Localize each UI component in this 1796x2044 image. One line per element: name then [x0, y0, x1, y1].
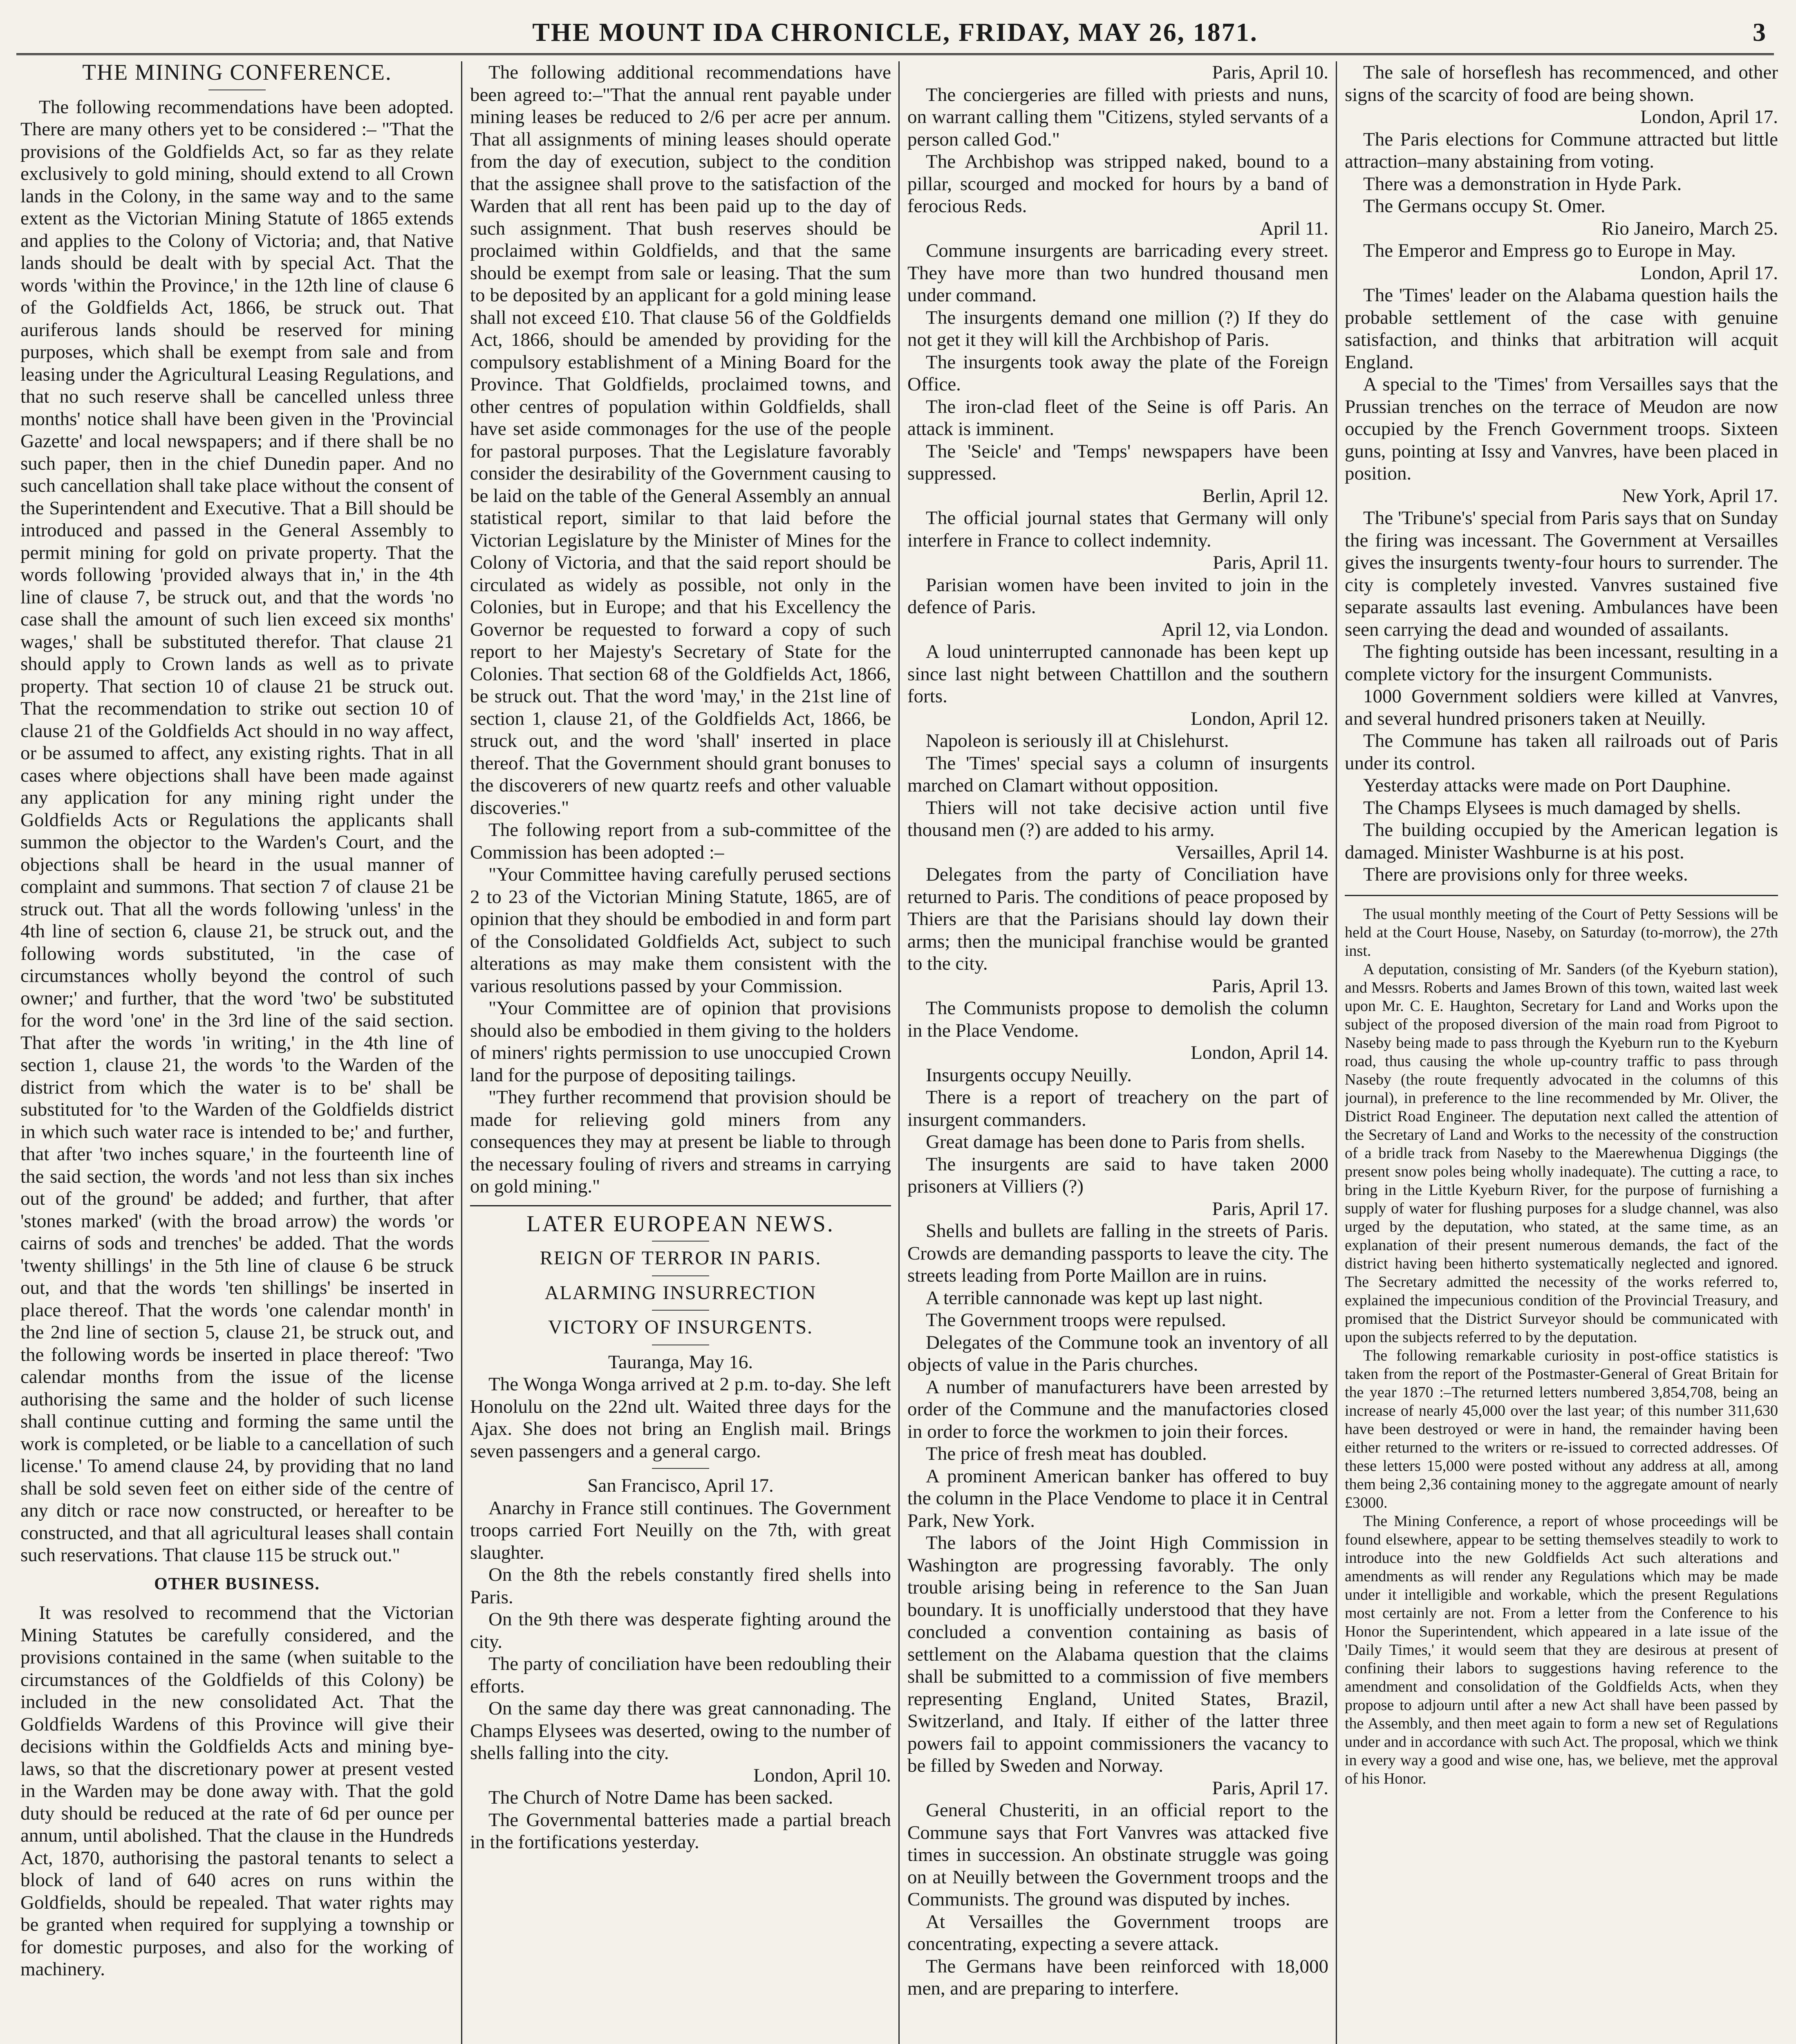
news-paragraph: A loud uninterrupted cannonade has been kept up since last night between Chattillon and the southern forts. — [907, 641, 1328, 707]
column-3 — [907, 61, 1328, 2044]
news-paragraph: The 'Tribune's' special from Paris says that on Sunday the firing was incessant. The Government at Versailles gives the insurgents twenty-four hours to surrender. The city is completely invested. Vanvres sustained five separate assaults last evening. Ambulances have been seen carrying the dead and wounded of assailants. — [1345, 507, 1778, 640]
news-paragraph: Delegates from the party of Conciliation have returned to Paris. The conditions of peace proposed by Thiers are that the Parisians should lay down their arms; then the municipal franchise would be granted to the city. — [907, 864, 1328, 974]
news-paragraph: The insurgents demand one million (?) If they do not get it they will kill the Archbishop of Paris. — [907, 307, 1328, 350]
news-paragraph: Anarchy in France still continues. The Government troops carried Fort Neuilly on the 7th, with great slaughter. — [470, 1497, 891, 1563]
article-paragraph: The following additional recommendations have been agreed to:–"That the annual rent payable under mining leases be reduced to 2/6 per acre per annum. That all assignments of mining leases should operate from the day of execution, subject to the condition that the assignee shall prove to the satisfaction of the Warden that all rent has been paid up to the day of such assignment. That bush reserves should be proclaimed within Goldfields, and that the same should be exempt from sale or leasing. That the sum to be deposited by an applicant for a gold mining lease shall not exceed £10. That clause 56 of the Goldfields Act, 1866, should be amended by providing for the compulsory establishment of a Mining Board for the Province. That Goldfields, proclaimed towns, and other centres of population within Goldfields, shall have set aside commonages for the use of the people for pastoral purposes. That the Legislature favorably consider the desirability of the Government causing to be laid on the table of the General Assembly an annual statistical report, similar to that laid before the Victorian Legislature by the Minister of Mines for the Colony of Victoria, and that the said report should be circulated as widely as possible, not only in the Colonies, but in Europe; and that his Excellency the Governor be requested to forward a copy of such report to her Majesty's Secretary of State for the Colonies. That section 68 of the Goldfields Act, 1866, be struck out. That the word 'may,' in the 21st line of section 1, clause 21, of the Goldfields Act, 1866, be struck out, and the word 'shall' inserted in place thereof. That the Government should grant bonuses to the discoverers of new quartz reefs and other valuable discoveries." — [470, 62, 891, 818]
news-dateline: London, April 17. — [1640, 106, 1778, 128]
section-divider — [1345, 895, 1778, 896]
article-paragraph: "They further recommend that provision should be made for relieving gold miners from any consequences they may at present be liable to through the necessary fouling of rivers and streams in carrying on gold mining." — [470, 1087, 891, 1197]
news-paragraph: The Archbishop was stripped naked, bound to a pillar, scourged and mocked for hours by a band of ferocious Reds. — [907, 151, 1328, 217]
news-paragraph: The Champs Elysees is much damaged by shells. — [1363, 797, 1741, 818]
news-dateline: London, April 17. — [1640, 262, 1778, 284]
news-paragraph: The 'Times' special says a column of insurgents marched on Clamart without opposition. — [907, 752, 1328, 796]
news-item — [1345, 485, 1778, 886]
news-item — [907, 841, 1328, 975]
news-paragraph: A prominent American banker has offered to buy the column in the Place Vendome to place it in Central Park, New York. — [907, 1465, 1328, 1531]
news-paragraph: There was a demonstration in Hyde Park. — [1363, 173, 1682, 195]
news-dateline: London, April 14. — [1191, 1042, 1328, 1063]
news-item — [1345, 262, 1778, 485]
news-item — [907, 1042, 1328, 1198]
article-paragraph: It was resolved to recommend that the Victorian Mining Statutes be carefully considered, and the provisions contained in the same (when suitable to the circumstances of the Goldfields of this Colony) be included in the new consolidated Act. That the Goldfields Wardens of this Province will give their decisions within the Goldfields Acts and mining bye-laws, so that the discretionary power at present vested in the Warden may be done away with. That the gold duty should be reduced at the rate of 6d per ounce per annum, until abolished. That the clause in the Hundreds Act, 1870, authorising the pastoral tenants to select a block of land of 640 acres on runs within the Goldfields, should be repealed. That water rights may be granted when required for supplying a township or for domestic purposes, and also for the working of machinery. — [20, 1602, 454, 1980]
news-dateline: Paris, April 17. — [1212, 1777, 1328, 1799]
masthead-title: THE MOUNT IDA CHRONICLE, FRIDAY, MAY 26, 1871. — [532, 18, 1258, 47]
news-paragraph: 1000 Government soldiers were killed at Vanvres, and several hundred prisoners taken at Neuilly. — [1345, 686, 1778, 729]
news-item — [907, 551, 1328, 619]
news-paragraph: The insurgents took away the plate of the Foreign Office. — [907, 351, 1328, 395]
news-paragraph: A number of manufacturers have been arrested by order of the Commune and the manufactories closed in order to force the workmen to join their forces. — [907, 1376, 1328, 1442]
news-paragraph: Delegates of the Commune took an inventory of all objects of value in the Paris churches. — [907, 1331, 1328, 1375]
news-paragraph: Parisian women have been invited to join in the defence of Paris. — [907, 574, 1328, 618]
news-paragraph: At Versailles the Government troops are concentrating, expecting a severe attack. — [907, 1911, 1328, 1954]
column-2 — [470, 61, 891, 2044]
news-paragraph: The Germans occupy St. Omer. — [1363, 195, 1606, 217]
news-paragraph: The iron-clad fleet of the Seine is off Paris. An attack is imminent. — [907, 396, 1328, 439]
local-paragraph: The Mining Conference, a report of whose proceedings will be found elsewhere, appear to be setting themselves steadily to work to introduce into the new Goldfields Act such alterations and amendments as will render any Regulations which may be made under it intelligible and workable, which the present Regulations most certainly are not. From a letter from the Conference to his Honor the Superintendent, which appeared in a late issue of the 'Daily Times,' it would seem that they are desirous at present of confining their labors to suggestions having reference to the amendment and consolidation of the Goldfields Acts, when they propose to adjourn until after a new Act shall have been passed by the Assembly, and then meet again to form a new set of Regulations under and in accordance with such Act. The proposal, which we think in every way a good and wise one, has, we believe, met the approval of his Honor. — [1345, 1512, 1778, 1787]
news-paragraph: The Government troops were repulsed. — [926, 1309, 1226, 1331]
news-item — [907, 1198, 1328, 1777]
news-dateline: London, April 10. — [753, 1764, 891, 1786]
news-dateline: Versailles, April 14. — [1176, 841, 1328, 863]
column-rule — [461, 61, 462, 2044]
news-paragraph: The price of fresh meat has doubled. — [926, 1443, 1207, 1464]
news-paragraph: A special to the 'Times' from Versailles says that the Prussian trenches on the terrace of Meudon are now occupied by the French Government troops. Sixteen guns, pointing at Issy and Vanvres, have been placed in position. — [1345, 374, 1778, 484]
european-subheading: VICTORY OF INSURGENTS. — [548, 1316, 813, 1338]
column-rule — [898, 61, 900, 2044]
news-dateline: Paris, April 10. — [1212, 62, 1328, 83]
news-paragraph: On the same day there was great cannonading. The Champs Elysees was deserted, owing to the number of shells falling into the city. — [470, 1698, 891, 1764]
local-paragraph: A deputation, consisting of Mr. Sanders (of the Kyeburn station), and Messrs. Roberts and James Brown of this town, waited last week upon Mr. C. E. Haughton, Secretary for Land and Works upon the subject of the proposed diversion of the main road from Pigroot to Naseby being made to pass through the Kyeburn run to the Kyeburn road, thus causing the whole up-country traffic to pass through Naseby (the route frequently advocated in the columns of this journal), in preference to the line recommended by Mr. Oliver, the District Road Engineer. The deputation next called the attention of the Secretary of Land and Works to the necessity of the construction of a bridle track from Naseby to the Maerewhenua Diggings (the present snow poles being wholly inadequate). The cutting a race, to bring in the Little Kyeburn River, for the purpose of furnishing a supply of water for flushing purposes for a sludge channel, was also urged by the deputation, who stated, at the same time, as an explanation of their present numerous demands, the fact of the district having been hitherto systematically neglected and ignored. The Secretary admitted the necessity of the works referred to, explained the impecunious condition of the Provincial Treasury, and promised that the District Surveyor should be communicated with upon the subjects referred to by the deputation. — [1345, 960, 1778, 1346]
news-paragraph: The insurgents are said to have taken 2000 prisoners at Villiers (?) — [907, 1153, 1328, 1197]
news-item — [1345, 217, 1778, 262]
news-paragraph: On the 9th there was desperate fighting around the city. — [470, 1609, 891, 1652]
news-item — [907, 975, 1328, 1042]
news-dateline: Rio Janeiro, March 25. — [1601, 217, 1778, 239]
article-paragraph: "Your Committee having carefully perused sections 2 to 23 of the Victorian Mining Statute, 1865, are of opinion that they should be embodied in and form part of the Consolidated Goldfields Act, subject to such alterations as may make them consistent with the various resolutions passed by your Commission. — [470, 864, 891, 997]
news-paragraph: The Germans have been reinforced with 18,000 men, and are preparing to interfere. — [907, 1955, 1328, 1999]
heading-rule — [652, 1310, 709, 1311]
news-dateline: Paris, April 17. — [1212, 1198, 1328, 1219]
news-dateline: Paris, April 11. — [1213, 552, 1328, 573]
news-paragraph: The Communists propose to demolish the column in the Place Vendome. — [907, 997, 1328, 1041]
news-dateline: April 12, via London. — [1161, 619, 1328, 640]
news-paragraph: The 'Seicle' and 'Temps' newspapers have been suppressed. — [907, 440, 1328, 484]
news-paragraph: Shells and bullets are falling in the streets of Paris. Crowds are demanding passports to leave the city. The streets leading from Porte Maillon are in ruins. — [907, 1220, 1328, 1286]
news-dateline: New York, April 17. — [1622, 485, 1778, 507]
news-paragraph: The party of conciliation have been redoubling their efforts. — [470, 1653, 891, 1697]
news-dateline: San Francisco, April 17. — [587, 1475, 774, 1496]
news-paragraph: A terrible cannonade was kept up last night. — [926, 1287, 1263, 1309]
heading-rule — [652, 1241, 709, 1242]
local-news — [1345, 905, 1778, 1788]
news-paragraph: The Paris elections for Commune attracted but little attraction–many abstaining from voting. — [1345, 128, 1778, 172]
news-dateline: Paris, April 13. — [1212, 975, 1328, 997]
news-paragraph: The building occupied by the American legation is damaged. Minister Washburne is at his post. — [1345, 819, 1778, 863]
news-paragraph: The 'Times' leader on the Alabama question hails the probable settlement of the case with genuine satisfaction, and thinks that arbitration will acquit England. — [1345, 285, 1778, 373]
european-subheading: ALARMING INSURRECTION — [544, 1282, 817, 1304]
news-paragraph: The conciergeries are filled with priests and nuns, on warrant calling them "Citizens, styled servants of a person called God." — [907, 84, 1328, 150]
european-news-heading: LATER EUROPEAN NEWS. — [470, 1205, 891, 1235]
page-number: 3 — [1753, 18, 1766, 47]
local-paragraph: The usual monthly meeting of the Court of Petty Sessions will be held at the Court House, Naseby, on Saturday (to-morrow), the 27th inst. — [1345, 905, 1778, 959]
news-paragraph: Napoleon is seriously ill at Chislehurst. — [926, 730, 1229, 751]
european-subheading: REIGN OF TERROR IN PARIS. — [540, 1247, 822, 1269]
news-paragraph: The Church of Notre Dame has been sacked. — [488, 1787, 833, 1808]
article-paragraph: The following recommendations have been adopted. There are many others yet to be considered :– "That the provisions of the Goldfields Act, so far as they relate exclusively to gold mining, should extend to all Crown lands in the Colony, in the same way and to the same extent as the Victorian Mining Statute of 1865 extends and applies to the Colony of Victoria; and, that Native lands should be dealt with by special Act. That the words 'within the Province,' in the 12th line of clause 6 of the Goldfields Act, 1866, be struck out. That auriferous lands should be reserved for mining purposes, which shall be exempt from sale and from leasing under the Agricultural Leasing Regulations, and that no such reserve shall be cancelled unless three months' notice shall have been given in the 'Provincial Gazette' and local newspapers; and if there shall be no such paper, then in the chief Dunedin paper. And no such cancellation shall take place without the consent of the Superintendent and Executive. That a Bill should be introduced and passed in the General Assembly to permit mining for gold on private property. That the words following 'provided always that in,' in the 4th line of clause 7, be struck out, and that the words 'no case shall the amount of such lien exceed six months' wages,' shall be substituted therefor. That clause 21 should apply to Crown lands as well as to private property. That section 10 of clause 21 be struck out. That the recommendation to strike out section 10 of clause 21 of the Goldfields Act should in no way affect, or be assumed to affect, any existing rights. That in all cases where objections shall have been made against any application for any mining right under the Goldfields Acts or Regulations the applicants shall summon the objector to the Warden's Court, and the objections shall be heard in the usual manner of complaint and summons. That section 7 of clause 21 be struck out. That all the words following 'unless' in the 4th line of section 6, clause 21, be struck out, and the following words substituted, 'in the case of circumstances wholly beyond the control of such owner;' and further, that the word 'two' be substituted for the word 'one' in the 3rd line of the said section. That after the words 'in writing,' in the 4th line of section 1, clause 21, the words 'to the Warden of the district from which the water is to be' shall be substituted for 'to the Warden of the Goldfields district in which such water race is intended to be;' and further, that after 'two inches square,' in the fourteenth line of the said section, the words 'and not less than six inches out of the ground' be added; and further, that after 'stones marked' (with the broad arrow) the words 'or cairns of sods and trenches' be added. That the words 'twenty shillings' in the 5th line of clause 6 be struck out, and that the words 'ten shillings' be inserted in place thereof. That the words 'one calendar month' in the 2nd line of section 5, clause 21, be struck out, and the following words be inserted in place thereof: 'Two calendar months from the issue of the license authorising the same and the holder of such license shall continue cutting and forming the same until the work is completed, or be liable to a cancellation of such license.' To amend clause 24, by providing that no land shall be sold seven feet on either side of the centre of any ditch or race now constructed, or hereafter to be constructed, and that all agricultural leases shall contain such reservations. That clause 115 be struck out." — [20, 96, 454, 1566]
news-paragraph: On the 8th the rebels constantly fired shells into Paris. — [470, 1564, 891, 1608]
news-paragraph: Yesterday attacks were made on Port Dauphine. — [1363, 775, 1731, 796]
article-paragraph: "Your Committee are of opinion that provisions should also be embodied in them giving to the holders of miners' rights permission to use unoccupied Crown land for the purpose of depositing tailings. — [470, 997, 891, 1086]
column-1 — [20, 61, 454, 2044]
other-business-heading: OTHER BUSINESS. — [154, 1574, 320, 1594]
news-item — [907, 217, 1328, 485]
news-paragraph: Thiers will not take decisive action until five thousand men (?) are added to his army. — [907, 797, 1328, 840]
news-paragraph: The fighting outside has been incessant, resulting in a complete victory for the insurgent Communists. — [1345, 641, 1778, 685]
heading-rule — [652, 1275, 709, 1276]
article-paragraph: The following report from a sub-committee of the Commission has been adopted :– — [470, 819, 891, 863]
news-paragraph: The Wonga Wonga arrived at 2 p.m. to-day. She left Honolulu on the 22nd ult. Waited three days for the Ajax. She does not bring an English mail. Brings seven passengers and a general cargo. — [470, 1374, 891, 1462]
news-paragraph: Commune insurgents are barricading every street. They have more than two hundred thousand men under command. — [907, 240, 1328, 306]
news-paragraph: Great damage has been done to Paris from shells. — [926, 1131, 1305, 1152]
local-paragraph: The following remarkable curiosity in post-office statistics is taken from the report of the Postmaster-General of Great Britain for the year 1870 :–The returned letters numbered 3,854,708, being an increase of nearly 45,000 over the last year; of this number 311,630 have been destroyed or were in hand, the remainder having been either returned to the writers or re-issued to corrected addresses. Of these letters 15,000 were posted without any address at all, among them being 2,36 containing money to the aggregate amount of nearly £3000. — [1345, 1347, 1778, 1511]
news-paragraph: There is a report of treachery on the part of insurgent commanders. — [907, 1087, 1328, 1130]
masthead — [16, 8, 1774, 55]
news-dateline: April 11. — [1260, 217, 1328, 239]
mining-conference-heading: THE MINING CONFERENCE. — [82, 61, 392, 85]
news-paragraph: The labors of the Joint High Commission in Washington are progressing favorably. The only trouble arising being in reference to the San Juan boundary. It is unofficially understood that they have concluded a convention containing as basis of settlement on the Alabama question that the claims shall be submitted to a commission of five members representing England, United States, Brazil, Switzerland, and Italy. If either of the latter three powers fail to appoint commissioners the vacancy to be filled by Sweden and Norway. — [907, 1532, 1328, 1776]
news-dateline: London, April 12. — [1191, 708, 1328, 729]
news-item — [907, 485, 1328, 552]
news-item — [907, 619, 1328, 708]
news-paragraph: The Emperor and Empress go to Europe in May. — [1363, 240, 1736, 261]
news-paragraph: The Governmental batteries made a partial breach in the fortifications yesterday. — [470, 1809, 891, 1853]
news-item — [470, 1351, 891, 1463]
news-paragraph: Insurgents occupy Neuilly. — [926, 1064, 1132, 1086]
news-item — [470, 1764, 891, 1853]
news-paragraph: The official journal states that Germany will only interfere in France to collect indemnity. — [907, 507, 1328, 551]
news-item — [907, 61, 1328, 217]
column-4 — [1345, 61, 1778, 2044]
news-dateline: Tauranga, May 16. — [608, 1351, 753, 1373]
heading-rule — [652, 1468, 709, 1469]
news-item — [1345, 106, 1778, 217]
news-paragraph: General Chusteriti, in an official report to the Commune says that Fort Vanvres was attacked five times in succession. An obstinate struggle was going on at Neuilly between the Government troops and the Communists. The ground was disputed by inches. — [907, 1800, 1328, 1910]
news-item — [470, 1475, 891, 1764]
news-paragraph: The sale of horseflesh has recommenced, and other signs of the scarcity of food are being shown. — [1345, 62, 1778, 105]
news-paragraph: There are provisions only for three weeks. — [1363, 864, 1688, 885]
news-dateline: Berlin, April 12. — [1202, 485, 1328, 507]
news-item — [907, 1777, 1328, 2000]
column-rule — [1336, 61, 1337, 2044]
news-paragraph: The Commune has taken all railroads out of Paris under its control. — [1345, 730, 1778, 774]
news-item — [907, 708, 1328, 841]
